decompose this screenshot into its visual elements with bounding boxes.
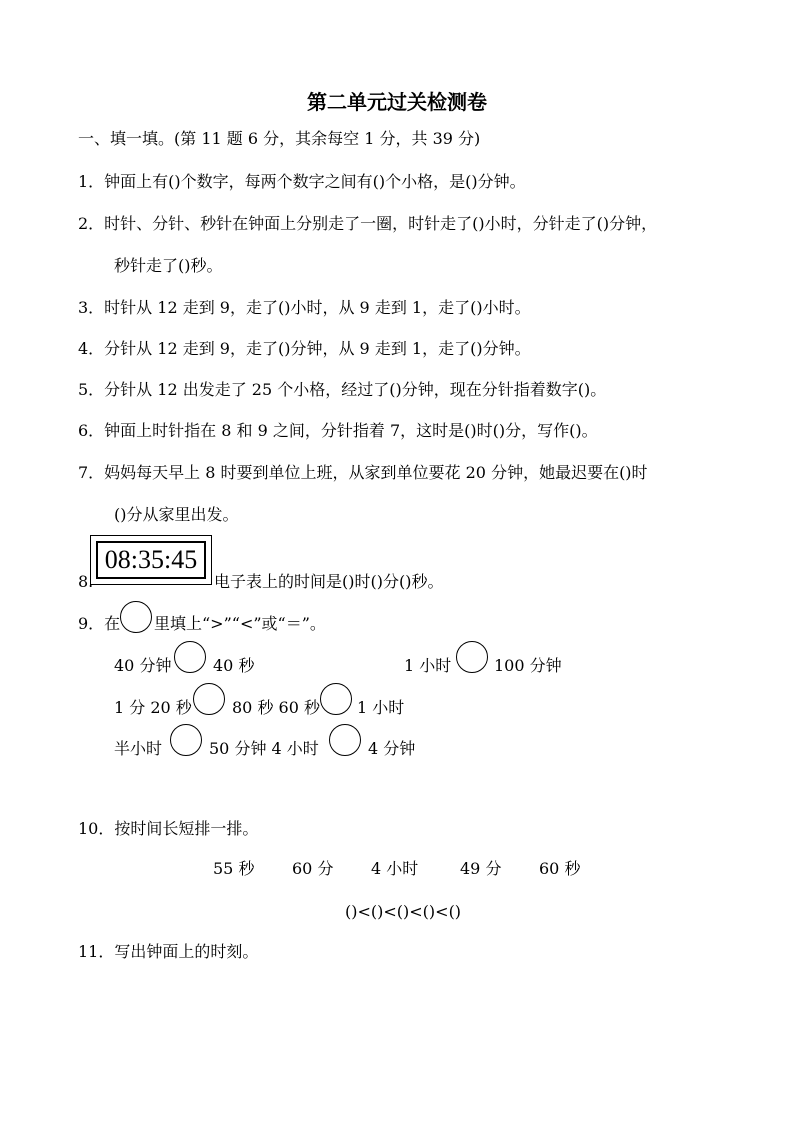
- answer-circle[interactable]: [174, 641, 206, 673]
- question-7-line-2: ()分从家里出发。: [114, 505, 239, 524]
- compare-c2-right: 1 小时: [357, 698, 405, 717]
- ordering-blanks: ()<()<()<()<(): [345, 902, 462, 921]
- answer-circle[interactable]: [170, 724, 202, 756]
- digital-clock-icon: [90, 535, 212, 585]
- question-9-suffix: 里填上“>”“<”或“＝”。: [154, 614, 326, 633]
- time-item: 55 秒: [213, 859, 255, 878]
- question-8-text: 电子表上的时间是()时()分()秒。: [214, 572, 444, 591]
- answer-circle[interactable]: [320, 683, 352, 715]
- question-5: 5．分针从 12 出发走了 25 个小格，经过了()分钟，现在分针指着数字()。: [78, 380, 607, 399]
- question-2-line-2: 秒针走了()秒。: [114, 256, 223, 275]
- time-item: 4 小时: [371, 859, 419, 878]
- answer-circle[interactable]: [456, 641, 488, 673]
- time-item: 49 分: [460, 859, 502, 878]
- section-heading: 一、填一填。(第 11 题 6 分，其余每空 1 分，共 39 分): [78, 129, 481, 148]
- answer-circle[interactable]: [329, 724, 361, 756]
- question-11: 11．写出钟面上的时刻。: [78, 942, 259, 961]
- compare-c-right: 80 秒 60 秒: [232, 698, 320, 717]
- answer-circle[interactable]: [120, 601, 152, 633]
- question-10: 10．按时间长短排一排。: [78, 819, 259, 838]
- time-item: 60 分: [292, 859, 334, 878]
- question-4: 4．分针从 12 走到 9，走了()分钟，从 9 走到 1，走了()分钟。: [78, 339, 531, 358]
- compare-c-left: 1 分 20 秒: [114, 698, 192, 717]
- question-1: 1．钟面上有()个数字，每两个数字之间有()个小格，是()分钟。: [78, 172, 526, 191]
- compare-d-right: 50 分钟 4 小时: [209, 739, 319, 758]
- question-6: 6．钟面上时针指在 8 和 9 之间，分针指着 7，这时是()时()分，写作()。: [78, 421, 598, 440]
- compare-a-right: 40 秒: [213, 656, 255, 675]
- compare-b-left: 1 小时: [404, 656, 452, 675]
- question-3: 3．时针从 12 走到 9，走了()小时，从 9 走到 1，走了()小时。: [78, 298, 531, 317]
- compare-b-right: 100 分钟: [494, 656, 562, 675]
- question-7-line-1: 7．妈妈每天早上 8 时要到单位上班，从家到单位要花 20 分钟，她最迟要在()时: [78, 463, 648, 482]
- page-title: 第二单元过关检测卷: [307, 90, 487, 114]
- compare-a-left: 40 分钟: [114, 656, 172, 675]
- compare-d2-right: 4 分钟: [368, 739, 416, 758]
- compare-d-left: 半小时: [114, 739, 163, 758]
- time-item: 60 秒: [539, 859, 581, 878]
- digital-clock-time: 08:35:45: [96, 541, 206, 579]
- answer-circle[interactable]: [193, 683, 225, 715]
- question-2-line-1: 2．时针、分针、秒针在钟面上分别走了一圈，时针走了()小时，分针走了()分钟，: [78, 214, 658, 233]
- question-8-number: 8.: [78, 572, 94, 591]
- question-9-prefix: 9．在: [78, 614, 121, 633]
